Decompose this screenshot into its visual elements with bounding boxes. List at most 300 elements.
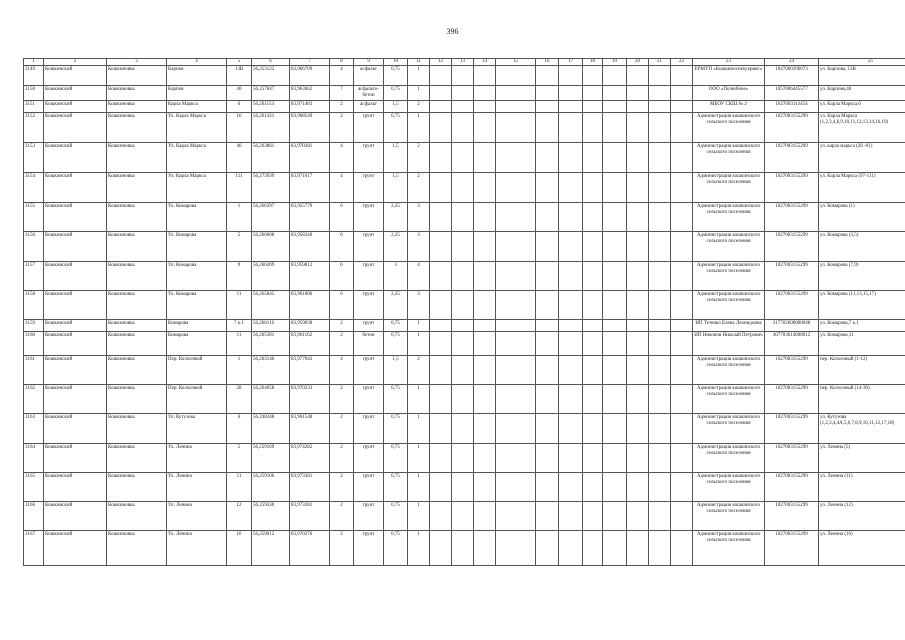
table-cell: Ул. Ленина	[167, 444, 227, 473]
table-cell: 56,265845	[252, 291, 290, 320]
table-cell	[649, 332, 671, 356]
table-cell	[649, 113, 671, 143]
column-header: 12	[430, 59, 452, 66]
column-header: 5	[227, 59, 252, 66]
table-cell: 2,25	[384, 232, 408, 262]
table-cell	[603, 113, 627, 143]
table-cell: Ул. Комарова	[167, 262, 227, 291]
table-cell: Кошкинский	[44, 414, 107, 444]
table-cell: 1,5	[384, 143, 408, 173]
table-cell: 7 к.1	[227, 320, 252, 332]
table-row	[24, 531, 905, 566]
table-cell: 3149	[24, 66, 44, 86]
table-cell: 1	[408, 385, 430, 414]
table-cell: 6	[227, 101, 252, 113]
table-cell: Ул. Комарова	[167, 232, 227, 262]
table-cell: 6	[330, 262, 354, 291]
column-header: 20	[627, 59, 649, 66]
table-cell: 16	[227, 113, 252, 143]
table-cell: ул. Карла Маркса (1,2,3,4,8,9,10,11,12,13,14,16,19)	[819, 113, 905, 143]
table-cell: 0,75	[384, 473, 408, 502]
table-cell	[536, 203, 559, 232]
table-cell	[536, 232, 559, 262]
table-cell	[627, 113, 649, 143]
table-cell: 3166	[24, 502, 44, 531]
table-cell: ул. Карла Маркса,6	[819, 101, 905, 113]
table-cell	[671, 356, 693, 385]
table-cell	[583, 291, 603, 320]
table-cell	[603, 143, 627, 173]
table-cell: 3	[408, 291, 430, 320]
table-cell: 5	[227, 232, 252, 262]
table-cell: ул. Карла Маркса (97-111)	[819, 173, 905, 203]
table-cell	[649, 473, 671, 502]
table-cell: 56,266116	[252, 320, 290, 332]
column-header: 23	[693, 59, 765, 66]
table-cell: Комарова	[167, 332, 227, 356]
table-cell	[536, 291, 559, 320]
table-cell: 56,259330	[252, 502, 290, 531]
table-cell: 2	[330, 101, 354, 113]
table-cell: ул. Ленина (11)	[819, 473, 905, 502]
table-cell: 1	[227, 203, 252, 232]
table-row	[24, 473, 905, 502]
table-cell: Администрация кошкинского сельского поселения	[693, 502, 765, 531]
column-header: 24	[765, 59, 819, 66]
table-cell	[430, 86, 452, 101]
table-cell	[559, 86, 583, 101]
table-row	[24, 414, 905, 444]
table-cell: 56,266668	[252, 232, 290, 262]
table-cell: 56,259169	[252, 444, 290, 473]
table-cell	[452, 203, 474, 232]
table-cell: 1,5	[384, 101, 408, 113]
table-cell	[649, 531, 671, 566]
table-cell	[536, 86, 559, 101]
table-cell	[603, 66, 627, 86]
table-cell: 2	[330, 320, 354, 332]
table-cell: 1	[408, 531, 430, 566]
table-cell: 46	[227, 143, 252, 173]
table-cell: 0,75	[384, 66, 408, 86]
table-cell: 1027003155299	[765, 414, 819, 444]
table-cell	[430, 66, 452, 86]
table-cell: 83,974282	[290, 444, 330, 473]
table-cell: 1	[408, 332, 430, 356]
table-cell: 1	[408, 320, 430, 332]
table-cell: 0,75	[384, 502, 408, 531]
table-cell	[559, 473, 583, 502]
table-cell	[452, 101, 474, 113]
table-cell	[452, 291, 474, 320]
table-cell	[559, 444, 583, 473]
table-cell	[649, 502, 671, 531]
table-cell: 11	[227, 473, 252, 502]
column-header: 10	[384, 59, 408, 66]
table-cell	[474, 86, 496, 101]
table-cell: 1	[408, 414, 430, 444]
table-cell: 16	[227, 531, 252, 566]
table-cell: Кошкиновка	[107, 473, 167, 502]
table-cell: 111	[227, 173, 252, 203]
table-cell	[649, 414, 671, 444]
table-cell	[496, 332, 536, 356]
table-cell	[452, 473, 474, 502]
table-cell: 1027003155299	[765, 531, 819, 566]
table-cell	[559, 262, 583, 291]
table-cell	[603, 502, 627, 531]
table-cell	[627, 502, 649, 531]
column-header: 1	[24, 59, 44, 66]
table-cell	[474, 414, 496, 444]
table-cell	[603, 414, 627, 444]
table-cell	[627, 444, 649, 473]
table-cell	[474, 385, 496, 414]
table-cell: Пер. Колхозный	[167, 356, 227, 385]
table-cell	[452, 531, 474, 566]
table-cell: 1	[408, 444, 430, 473]
table-cell	[583, 203, 603, 232]
table-cell	[583, 385, 603, 414]
table-cell: Кошкинский	[44, 291, 107, 320]
table-cell: 83,971617	[290, 173, 330, 203]
table-cell	[671, 320, 693, 332]
table-cell	[452, 262, 474, 291]
table-cell	[430, 101, 452, 113]
table-cell: 4	[330, 143, 354, 173]
table-cell: ул. Кутузова (1,2,3,4,4А,5,6,7,8,9,10,11,12,17,18)	[819, 414, 905, 444]
table-cell: 1027003155299	[765, 113, 819, 143]
table-cell: 2	[330, 414, 354, 444]
table-cell: 2	[408, 173, 430, 203]
table-cell: грунт	[354, 356, 384, 385]
table-cell: 11	[227, 291, 252, 320]
table-cell: Кошкиновка	[107, 531, 167, 566]
table-cell: Кошкинский	[44, 531, 107, 566]
table-row	[24, 232, 905, 262]
table-cell: 4	[330, 356, 354, 385]
column-header: 9	[354, 59, 384, 66]
table-row	[24, 86, 905, 101]
table-cell	[452, 173, 474, 203]
table-cell	[649, 101, 671, 113]
table-row	[24, 66, 905, 86]
table-cell	[583, 473, 603, 502]
table-cell: ул. Комарова (3,5)	[819, 232, 905, 262]
table-cell	[452, 143, 474, 173]
table-cell: Карпов	[167, 66, 227, 86]
table-cell	[649, 291, 671, 320]
table-cell	[559, 66, 583, 86]
table-cell	[627, 66, 649, 86]
table-cell: Кошкиновка	[107, 113, 167, 143]
table-cell	[430, 232, 452, 262]
table-cell: Администрация кошкинского сельского поселения	[693, 385, 765, 414]
table-cell: грунт	[354, 502, 384, 531]
table-cell	[536, 262, 559, 291]
table-cell: 83,955779	[290, 203, 330, 232]
table-cell: 56,261421	[252, 113, 290, 143]
table-cell	[603, 320, 627, 332]
table-cell	[474, 291, 496, 320]
table-cell: 56,265381	[252, 332, 290, 356]
table-cell	[559, 232, 583, 262]
table-cell: Кошкинский	[44, 101, 107, 113]
table-cell: 3162	[24, 385, 44, 414]
table-cell	[496, 385, 536, 414]
table-cell: МБОУ СКШ № 2	[693, 101, 765, 113]
table-cell: 83,973281	[290, 502, 330, 531]
table-cell: 40	[227, 86, 252, 101]
table-cell: 3161	[24, 356, 44, 385]
table-cell	[536, 113, 559, 143]
table-cell: 56,259012	[252, 531, 290, 566]
table-cell: ул. Ленина (12)	[819, 502, 905, 531]
table-cell: 0,75	[384, 414, 408, 444]
table-cell: Кошкинский	[44, 203, 107, 232]
table-cell: 3154	[24, 173, 44, 203]
table-cell: грунт	[354, 385, 384, 414]
table-cell: Администрация кошкинского сельского поселения	[693, 232, 765, 262]
table-cell: Кошкиновка	[107, 320, 167, 332]
table-cell	[583, 66, 603, 86]
table-cell	[536, 414, 559, 444]
table-cell	[496, 291, 536, 320]
table-cell: 6	[330, 291, 354, 320]
table-cell: 1027003155299	[765, 262, 819, 291]
table-cell: 9	[227, 262, 252, 291]
table-cell: Кошкиновка	[107, 414, 167, 444]
table-cell	[671, 473, 693, 502]
table-cell	[430, 143, 452, 173]
table-row	[24, 173, 905, 203]
table-cell	[430, 203, 452, 232]
table-cell: пер. Колхозный (14-30)	[819, 385, 905, 414]
table-cell: ЕРМУП «Кошкиноспецсервис»	[693, 66, 765, 86]
table-cell	[559, 356, 583, 385]
table-cell: 2	[408, 101, 430, 113]
table-cell: Кошкиновка	[107, 232, 167, 262]
table-cell: 1057006445577	[765, 86, 819, 101]
column-header: 6	[252, 59, 290, 66]
table-cell: ул. Комарова (1)	[819, 203, 905, 232]
table-cell	[496, 356, 536, 385]
table-cell: 56,264058	[252, 385, 290, 414]
table-cell	[671, 332, 693, 356]
table-cell: 83,970276	[290, 531, 330, 566]
table-cell: 1	[408, 502, 430, 531]
table-cell: ул. Комарова,7 к.1	[819, 320, 905, 332]
table-cell	[649, 232, 671, 262]
table-cell	[536, 356, 559, 385]
table-cell: 1,5	[384, 356, 408, 385]
table-cell	[474, 356, 496, 385]
table-cell	[430, 356, 452, 385]
table-cell: 56,266209	[252, 262, 290, 291]
table-cell: Администрация кошкинского сельского поселения	[693, 473, 765, 502]
table-cell	[649, 385, 671, 414]
table-cell	[627, 473, 649, 502]
table-cell	[452, 414, 474, 444]
table-cell	[603, 262, 627, 291]
table-cell: ул. Карпова, 13В	[819, 66, 905, 86]
table-cell: 1027003155299	[765, 173, 819, 203]
table-cell	[649, 143, 671, 173]
table-cell	[536, 320, 559, 332]
table-cell	[559, 101, 583, 113]
table-cell	[603, 232, 627, 262]
table-cell: 83,973361	[290, 473, 330, 502]
table-cell: 0,75	[384, 531, 408, 566]
table-cell: Кошкинский	[44, 502, 107, 531]
table-cell: Администрация кошкинского сельского поселения	[693, 291, 765, 320]
table-cell: Пер. Колхозный	[167, 385, 227, 414]
table-cell	[671, 203, 693, 232]
table-cell	[496, 203, 536, 232]
table-cell	[536, 173, 559, 203]
table-cell	[474, 143, 496, 173]
column-header: 13	[452, 59, 474, 66]
table-cell	[496, 473, 536, 502]
table-cell: Администрация кошкинского сельского поселения	[693, 444, 765, 473]
table-cell: Комарова	[167, 320, 227, 332]
table-cell	[430, 291, 452, 320]
table-cell	[627, 291, 649, 320]
table-cell: Кошкиновка	[107, 101, 167, 113]
table-cell	[559, 113, 583, 143]
table-cell: грунт	[354, 203, 384, 232]
table-cell: грунт	[354, 531, 384, 566]
table-cell: 4	[330, 173, 354, 203]
table-cell	[649, 356, 671, 385]
table-cell	[649, 173, 671, 203]
table-cell	[474, 262, 496, 291]
table-cell	[536, 444, 559, 473]
table-cell: 3155	[24, 203, 44, 232]
table-cell: 12	[227, 502, 252, 531]
table-cell: 3158	[24, 291, 44, 320]
table-cell: ИП Никонов Николай Петрович	[693, 332, 765, 356]
table-cell	[496, 320, 536, 332]
table-cell	[474, 320, 496, 332]
table-cell: Ул. Карла Маркса	[167, 173, 227, 203]
table-cell	[430, 414, 452, 444]
table-cell	[474, 101, 496, 113]
table-row	[24, 385, 905, 414]
table-cell	[583, 101, 603, 113]
table-cell	[452, 320, 474, 332]
table-cell	[671, 66, 693, 86]
table-cell	[627, 143, 649, 173]
table-cell	[603, 86, 627, 101]
table-cell: 1027003155299	[765, 473, 819, 502]
table-cell	[627, 414, 649, 444]
table-cell	[671, 531, 693, 566]
table-cell	[559, 332, 583, 356]
table-cell	[474, 531, 496, 566]
table-cell: 83,963662	[290, 86, 330, 101]
table-cell: Кошкиновка	[107, 332, 167, 356]
table-cell	[559, 385, 583, 414]
table-cell	[474, 332, 496, 356]
column-header: 14	[474, 59, 496, 66]
table-cell: 1047000396073	[765, 66, 819, 86]
table-cell: 5	[227, 444, 252, 473]
table-cell	[496, 173, 536, 203]
table-cell: грунт	[354, 173, 384, 203]
table-cell: 2	[330, 444, 354, 473]
table-cell	[452, 66, 474, 86]
table-cell	[671, 414, 693, 444]
table-cell	[649, 86, 671, 101]
table-cell: Кошкиновка	[107, 444, 167, 473]
table-cell: Администрация кошкинского сельского поселения	[693, 414, 765, 444]
table-cell: 3165	[24, 473, 44, 502]
table-cell: Кошкинский	[44, 143, 107, 173]
table-cell	[627, 332, 649, 356]
table-cell: грунт	[354, 414, 384, 444]
table-cell: 1027003155299	[765, 502, 819, 531]
table-cell: 2	[330, 332, 354, 356]
registry-table	[23, 58, 905, 566]
table-cell: грунт	[354, 473, 384, 502]
table-cell: асфальт	[354, 101, 384, 113]
table-row	[24, 332, 905, 356]
table-cell	[583, 502, 603, 531]
table-cell	[603, 531, 627, 566]
table-cell	[649, 66, 671, 86]
table-cell	[603, 332, 627, 356]
table-cell	[649, 203, 671, 232]
table-cell	[559, 291, 583, 320]
table-cell: 0,75	[384, 113, 408, 143]
table-row	[24, 101, 905, 113]
table-cell	[536, 385, 559, 414]
table-cell: 83,966709	[290, 66, 330, 86]
table-cell: ул. карла маркса (20 -61)	[819, 143, 905, 173]
column-header: 25	[819, 59, 905, 66]
table-cell: 28	[227, 385, 252, 414]
table-row	[24, 113, 905, 143]
table-cell	[671, 143, 693, 173]
table-cell: 3157	[24, 262, 44, 291]
table-cell	[603, 101, 627, 113]
table-cell	[536, 531, 559, 566]
table-cell	[452, 502, 474, 531]
table-cell: 0,75	[384, 332, 408, 356]
table-cell	[559, 320, 583, 332]
table-cell: 3152	[24, 113, 44, 143]
table-cell	[474, 232, 496, 262]
table-cell	[430, 320, 452, 332]
table-cell	[583, 143, 603, 173]
table-cell: 11	[227, 332, 252, 356]
table-cell	[627, 320, 649, 332]
table-cell	[474, 502, 496, 531]
table-cell	[536, 473, 559, 502]
table-cell: Кошкинский	[44, 232, 107, 262]
column-header: 16	[536, 59, 559, 66]
table-cell: 56,248348	[252, 414, 290, 444]
table-cell: бетон	[354, 332, 384, 356]
column-header: 22	[671, 59, 693, 66]
table-cell	[583, 332, 603, 356]
table-cell: Кошкиновка	[107, 291, 167, 320]
table-cell	[583, 356, 603, 385]
table-cell: Кошкиновка	[107, 86, 167, 101]
table-cell	[452, 332, 474, 356]
column-header: 21	[649, 59, 671, 66]
